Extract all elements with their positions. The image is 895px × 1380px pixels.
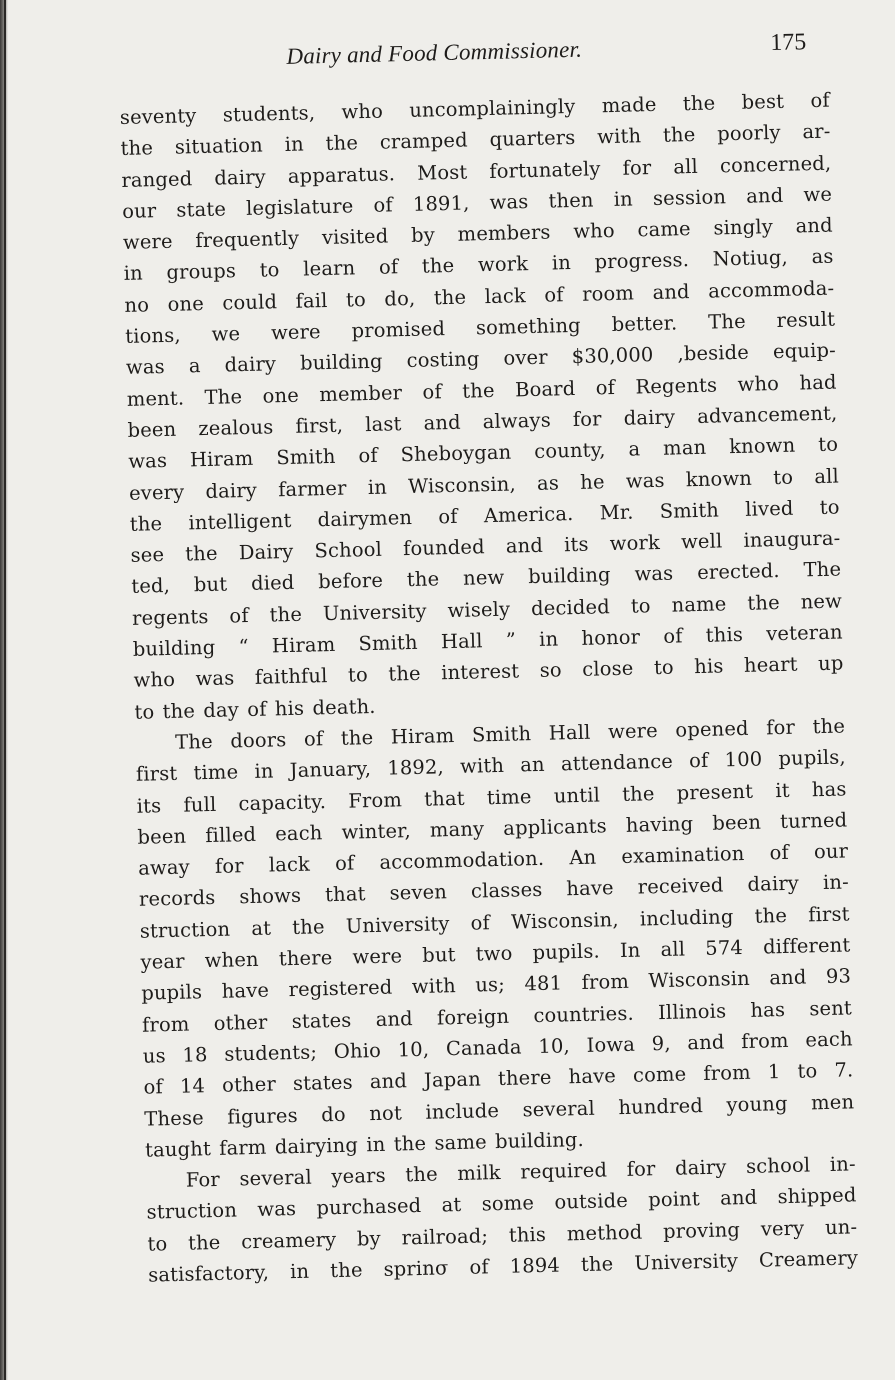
- text-line: who was faithful to the interest so close to his heart up: [133, 651, 844, 693]
- text-line: were frequently visited by members who came singly and: [122, 213, 834, 255]
- paragraph-2: [135, 710, 855, 1165]
- paragraph-3: [146, 1148, 859, 1290]
- text-line: away for lack of accommodation. An examination of our: [137, 839, 849, 880]
- text-line: the intelligent dairymen of America. Mr. Smith lived to: [129, 495, 840, 536]
- page-number: 175: [769, 29, 807, 57]
- book-page: [118, 23, 858, 1291]
- text-line: from other states and foreign countries. Illinois has sent: [141, 995, 853, 1037]
- text-line: first time in January, 1892, with an attendance of 100 pupils,: [135, 745, 847, 787]
- text-line: ted, but died before the new building was erected. The: [131, 557, 842, 599]
- text-line: tions, we were promised something better. The result: [124, 307, 836, 348]
- text-line: records shows that seven classes have received dairy in-: [138, 870, 850, 912]
- text-line: see the Dairy School founded and its work well inaugura-: [130, 526, 841, 567]
- text-line: year when there were but two pupils. In all 574 different: [140, 933, 851, 974]
- text-line: taught farm dairying in the same building.: [144, 1127, 585, 1162]
- text-line: ranged dairy apparatus. Most fortunately for all concerned,: [121, 151, 832, 192]
- text-line: to the creamery by railroad; this method proving very un-: [147, 1214, 858, 1256]
- running-head: [118, 23, 829, 80]
- text-line: every dairy farmer in Wisconsin, as he was known to all: [128, 464, 840, 505]
- text-line: its full capacity. From that time until the present it has: [136, 776, 847, 818]
- body-text: [120, 85, 859, 1291]
- text-line: in groups to learn of the work in progress. Notiug, as: [123, 245, 834, 286]
- text-line: ment. The one member of the Board of Regents who had: [126, 370, 837, 411]
- text-line: seventy students, who uncomplainingly made the best of: [119, 88, 830, 129]
- text-line: pupils have registered with us; 481 from Wisconsin and 93: [141, 964, 852, 1006]
- page-binding-line: [4, 0, 6, 1380]
- text-line: satisfactory, in the sprinσ of 1894 the University Creamery: [147, 1246, 859, 1287]
- text-line: us 18 students; Ohio 10, Canada 10, Iowa 9, and from each: [142, 1027, 853, 1068]
- text-line: was a dairy building costing over $30,000 ,beside equip-: [125, 338, 837, 380]
- text-line: to the day of his death.: [134, 694, 376, 724]
- text-line: regents of the University wisely decided to name the new: [131, 589, 843, 630]
- text-line: was Hiram Smith of Sheboygan county, a man known to: [128, 432, 839, 474]
- text-line: of 14 other states and Japan there have come from 1 to 7.: [143, 1058, 854, 1099]
- text-line: struction at the University of Wisconsin, including the first: [139, 902, 850, 943]
- text-line: the situation in the cramped quarters with the poorly ar-: [120, 119, 831, 161]
- text-line: The doors of the Hiram Smith Hall were opened for the: [174, 714, 846, 754]
- text-line: our state legislature of 1891, was then in session and we: [121, 182, 833, 223]
- text-line: These figures do not include several hundred young men: [144, 1089, 855, 1131]
- text-line: For several years the milk required for dairy school in-: [185, 1152, 856, 1192]
- text-line: been zealous first, last and always for dairy advancement,: [127, 401, 838, 442]
- text-line: building “ Hiram Smith Hall ” in honor of this veteran: [132, 620, 843, 661]
- paragraph-1: [120, 85, 845, 728]
- text-line: no one could fail to do, the lack of room and accommoda-: [124, 276, 835, 317]
- text-line: been filled each winter, many applicants having been turned: [137, 808, 848, 849]
- text-line: struction was purchased at some outside point and shipped: [146, 1183, 857, 1225]
- running-title: Dairy and Food Commissioner.: [286, 36, 583, 69]
